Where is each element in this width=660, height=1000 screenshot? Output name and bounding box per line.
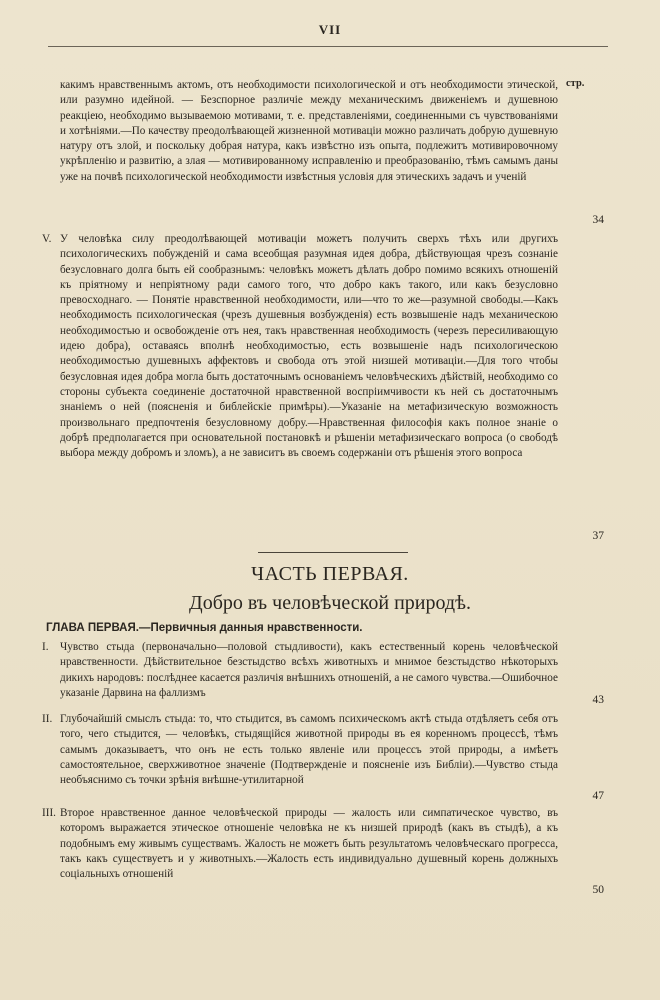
chapter-title: —Первичныя данныя нравственности. xyxy=(138,622,363,634)
toc-entry xyxy=(42,806,558,882)
page-ref: 50 xyxy=(592,884,604,896)
page-ref: 47 xyxy=(592,790,604,802)
part-subtitle: Добро въ человѣческой природѣ. xyxy=(189,592,471,614)
entry-text: Второе нравственное данное человѣческой природы — жалость или симпатическое чувство, въ которомъ выражается этическое отношеніе человѣка не къ низшей природѣ (какъ въ стыдѣ), а къ подобнымъ ему живымъ существамъ. Жалость не можетъ быть результатомъ человѣческаго прогресса, такъ какъ существуетъ и у животныхъ.—Жалость есть индивидуально душевный корень должныхъ соціальныхъ отношеній xyxy=(60,807,558,881)
page-number: VII xyxy=(318,22,342,37)
entry-text: Глубочайшій смыслъ стыда: то, что стыдится, въ самомъ психическомъ актѣ стыда отдѣляетъ себя отъ того, чего стыдится, — человѣкъ, стыдящійся животной природы въ ея коренномъ процессѣ, тѣмъ самымъ доказываетъ, что онъ не есть только явленіе или процессъ этой природы, а имѣетъ самостоятельное, сверхживотное значеніе (Подтвержденіе и поясненіе изъ Библіи).—Чувство стыда необъяснимо съ точки зрѣнія внѣшне-утилитарной xyxy=(60,713,558,787)
entry-number: II. xyxy=(42,713,53,725)
page-column-label: стр. xyxy=(566,78,585,89)
chapter-label: ГЛАВА ПЕРВАЯ. xyxy=(46,622,139,634)
toc-entry xyxy=(42,232,558,461)
toc-entry xyxy=(42,712,558,788)
part-title: ЧАСТЬ ПЕРВАЯ. xyxy=(251,563,409,585)
toc-entry xyxy=(42,640,558,701)
entry-text: какимъ нравственнымъ актомъ, отъ необходимости психологической и отъ необходимости этической, или разумно идейной. — Безспорное различіе между механическимъ движеніемъ и душевною реакціею, необходимо вызываемою мотивами, т. е. представленіями, соединенными съ чувствованіями и хотѣніями.—По качеству преодолѣвающей жизненной мотиваціи можно различать добрую душевную натуру отъ злой, и поскольку добрая натура, какъ извѣстно изъ опыта, подлежитъ мотивировочному укрѣпленію и развитію, а злая — мотивированному исправленію и преобразованію, тѣмъ самымъ даны уже на почвѣ психологической необходимости извѣстныя условія для этическихъ задачъ и ученій xyxy=(60,79,558,183)
page-ref: 43 xyxy=(592,694,604,706)
header-rule xyxy=(48,46,608,47)
entry-text: У человѣка силу преодолѣвающей мотиваціи можетъ получить сверхъ тѣхъ или другихъ психологическихъ побужденій и сама всеобщая разумная идея добра, дѣйствующая чрезъ сознаніе безусловнаго долга быть ей сообразнымъ: человѣкъ можетъ дѣлать добро помимо всякихъ отношеній къ пріятному и непріятному ради самого того, что добро какъ такого, или какъ безусловно превосходнаго. — Понятіе нравственной необходимости, или—что то же—разумной свободы.—Какъ необходимость психологическая (чрезъ душевныя возбужденія) есть возвышеніе надъ механическою необходимостью и освобожденіе отъ нея, такъ нравственная необходимость (черезъ пересиливающую идею добра), оставаясь вполнѣ необходимостью, есть возвышеніе надъ психологическою необходимостью душевныхъ аффектовъ и свобода отъ этой низшей мотиваціи.—Для того чтобы безусловная идея добра могла быть достаточнымъ основаніемъ человѣческихъ дѣйствій, необходимо со стороны субъекта соединеніе достаточной нравственной воспріимчивости къ ней съ достаточнымъ знаніемъ о ней (поясненія и библейскіе примѣры).—Указаніе на метафизическую возможность произвольнаго предпочтенія безусловному добру.—Нравственная философія какъ полное знаніе о добрѣ предполагается при основательной постановкѣ и рѣшеніи метафизическаго вопроса (о свободѣ выбора между добромъ и зломъ), а не зависитъ въ своемъ содержаніи отъ рѣшенія этого вопроса xyxy=(60,233,558,460)
entry-number: III. xyxy=(42,807,56,819)
entry-number: I. xyxy=(42,641,49,653)
toc-entry xyxy=(60,78,558,185)
chapter-heading xyxy=(46,622,606,634)
page-ref: 37 xyxy=(592,530,604,542)
section-divider xyxy=(258,552,408,553)
entry-number: V. xyxy=(42,233,52,245)
entry-text: Чувство стыда (первоначально—половой стыдливости), какъ естественный корень человѣческой нравственности. Дѣйствительное безстыдство всѣхъ животныхъ и мнимое безстыдство нѣкоторыхъ дикихъ народовъ: послѣднее касается различія внѣшнихъ отношеній, а не самого чувства.—Ошибочное указаніе Дарвина на фаллизмъ xyxy=(60,641,558,699)
page-ref: 34 xyxy=(592,214,604,226)
